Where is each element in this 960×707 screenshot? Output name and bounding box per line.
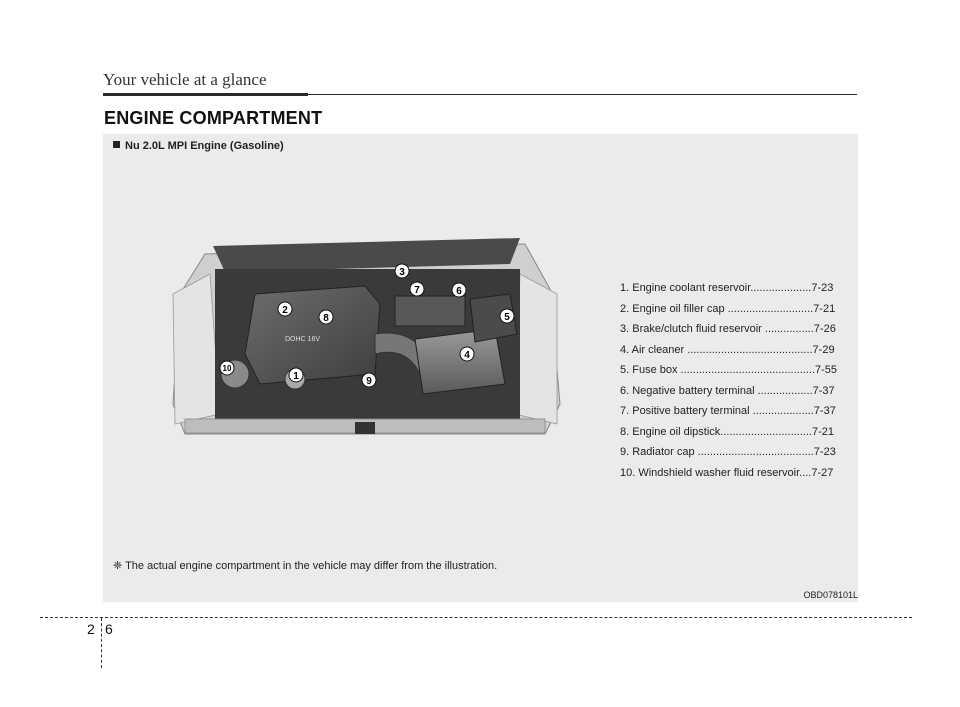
callout-6	[452, 283, 466, 297]
legend-item: 4. Air cleaner .........................................7-29	[620, 343, 835, 356]
callout-3	[395, 264, 409, 278]
svg-text:3: 3	[399, 267, 405, 278]
footer-rule	[40, 617, 912, 618]
svg-text:2: 2	[282, 305, 288, 316]
footer-divider	[101, 618, 102, 668]
svg-text:8: 8	[323, 313, 329, 324]
square-bullet-icon	[113, 141, 120, 148]
page-number: 6	[105, 621, 113, 637]
engine-cover	[245, 286, 380, 384]
figure-code: OBD078101L	[803, 590, 858, 600]
callout-4	[460, 347, 474, 361]
header-rule	[103, 93, 308, 96]
legend-item: 1. Engine coolant reservoir....................7-23	[620, 282, 834, 294]
header-rule-thin	[308, 94, 857, 95]
callout-1	[289, 368, 303, 382]
legend-item: 5. Fuse box ............................................7-55	[620, 364, 838, 376]
engine-illustration	[165, 234, 565, 444]
illustration-note: ❈ The actual engine compartment in the vehicle may differ from the illustration.	[113, 560, 498, 572]
legend-item: 2. Engine oil filler cap ............................7-21	[620, 302, 836, 315]
legend-item: 6. Negative battery terminal ..................7-37	[620, 384, 835, 397]
callout-2	[278, 302, 292, 316]
header-title: Your vehicle at a glance	[103, 70, 267, 89]
svg-text:4: 4	[464, 350, 470, 361]
svg-text:1: 1	[293, 371, 299, 382]
engine-label-text: Nu 2.0L MPI Engine (Gasoline)	[125, 140, 284, 152]
svg-text:10: 10	[222, 364, 232, 373]
component-legend	[620, 281, 852, 486]
figure-panel	[103, 134, 858, 602]
callout-5	[500, 309, 514, 323]
callout-7	[410, 282, 424, 296]
legend-item: 8. Engine oil dipstick..............................7-21	[620, 425, 834, 438]
legend-item: 10. Windshield washer fluid reservoir....7-27	[620, 466, 834, 479]
section-title: ENGINE COMPARTMENT	[104, 108, 323, 128]
legend-item: 3. Brake/clutch fluid reservoir ................7-26	[620, 323, 836, 335]
battery	[395, 296, 465, 326]
svg-text:5: 5	[504, 312, 510, 323]
svg-text:9: 9	[366, 376, 372, 387]
svg-text:7: 7	[414, 285, 420, 296]
callout-10	[220, 361, 234, 375]
right-fender	[515, 274, 557, 424]
callout-9	[362, 373, 376, 387]
legend-item: 9. Radiator cap ......................................7-23	[620, 446, 836, 458]
engine-label	[113, 140, 284, 152]
chapter-number: 2	[87, 621, 95, 637]
svg-text:6: 6	[456, 286, 462, 297]
legend-item: 7. Positive battery terminal ....................7-37	[620, 405, 836, 417]
engine-cover-text: DOHC 16V	[285, 336, 321, 343]
callout-8	[319, 310, 333, 324]
latch	[355, 422, 375, 434]
